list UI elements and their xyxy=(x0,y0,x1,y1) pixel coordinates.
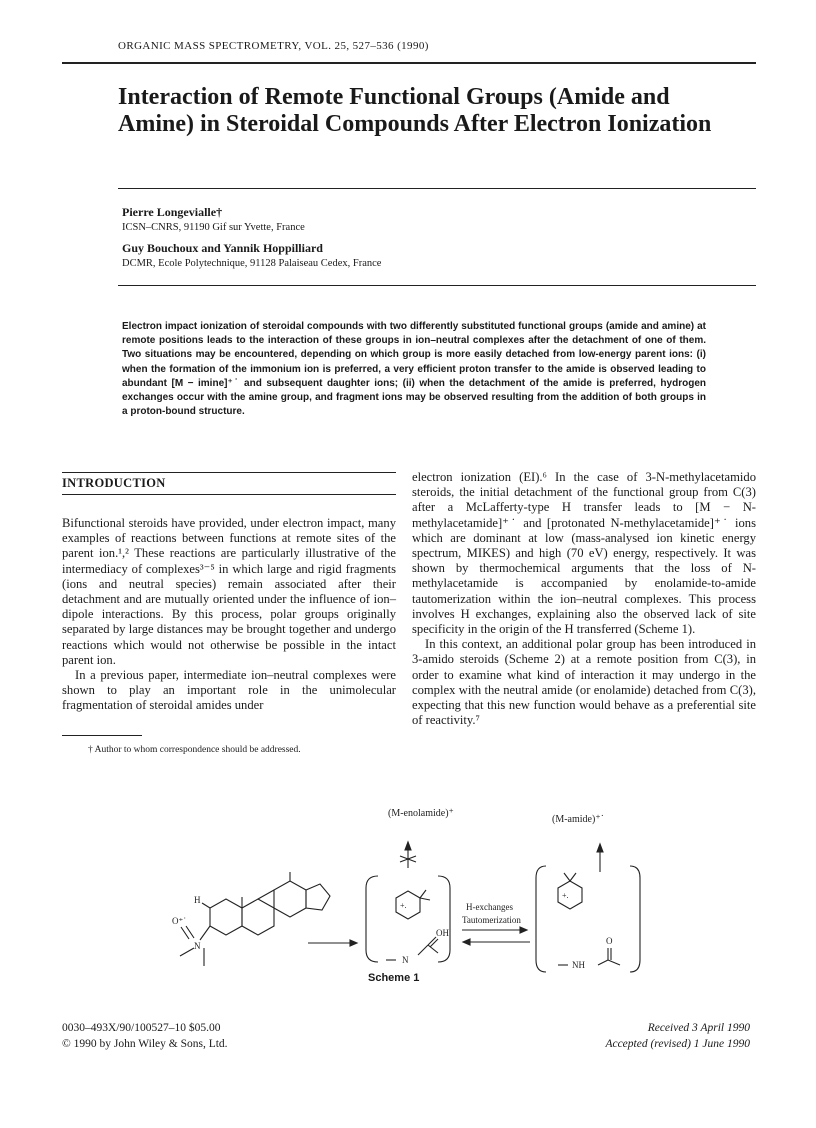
copyright-line: © 1990 by John Wiley & Sons, Ltd. xyxy=(62,1038,228,1050)
section-heading xyxy=(62,472,396,495)
author-affiliation: DCMR, Ecole Polytechnique, 91128 Palaiseau Cedex, France xyxy=(122,258,382,269)
author-affiliation: ICSN–CNRS, 91190 Gif sur Yvette, France xyxy=(122,222,305,233)
steroid-ring-c xyxy=(274,881,306,917)
title-rule xyxy=(118,188,756,189)
plus-radical-label: +. xyxy=(400,901,407,910)
arrow-text-tautomer: Tautomerization xyxy=(462,915,521,925)
scheme-label-m-amide: (M-amide)⁺˙ xyxy=(552,814,604,825)
steroid-ring-d xyxy=(306,884,330,910)
steroid-ring-a xyxy=(210,899,242,935)
scheme-label-m-enolamide: (M-enolamide)⁺ xyxy=(388,808,454,819)
footnote-rule xyxy=(62,735,142,736)
paragraph: electron ionization (EI).⁶ In the case of 3-N-methylacetamido steroids, the initial detachment of the functional group from C(3) after a McLafferty-type H transfer leads to [M − N-methylacetamide]⁺˙ and [protonated N-methylacetamide]⁺˙ ions which are dominant at low (mass-analysed ion kinetic energy spectrum, MIKES) and high (70 eV) energy, respectively. It was shown by thermochemical arguments that the loss of N-methylacetamide is accompanied by enolamide-to-amide tautomerization within the ion–neutral complexes. This process involves H exchanges, explaining also the observed lack of site specificity in the origin of the H transferred (Scheme 1). xyxy=(412,470,756,637)
atom-nh-label: NH xyxy=(572,960,585,970)
steroid-ring-b xyxy=(242,899,274,935)
paragraph: Bifunctional steroids have provided, under electron impact, many examples of reactions between functions at remote sites of the parent ion.¹,² These reactions are particularly illustrative of the intermediacy of complexes³⁻⁵ in which large and rigid fragments (ions and neutral species) remain associated after their detachment and are mutually oriented under the influence of ion–dipole interactions. By this process, polar groups originally separated by large distances may be brought together and undergo reactions which would not otherwise be possible in the intact parent ion. xyxy=(62,516,396,667)
atom-o-label: O xyxy=(606,936,613,946)
received-date: Received 3 April 1990 xyxy=(647,1022,750,1034)
journal-header: ORGANIC MASS SPECTROMETRY, VOL. 25, 527–536 (1990) xyxy=(118,40,429,52)
top-rule xyxy=(62,62,756,64)
author-rule xyxy=(118,285,756,286)
arrow-text-exchange: H-exchanges xyxy=(466,902,513,912)
atom-h-label: H xyxy=(194,895,201,905)
atom-oh-label: OH xyxy=(436,928,449,938)
footnote: † Author to whom correspondence should be addressed. xyxy=(88,745,301,755)
atom-o-label: O⁺˙ xyxy=(172,916,187,926)
accepted-date: Accepted (revised) 1 June 1990 xyxy=(605,1038,750,1050)
author-name: Guy Bouchoux and Yannik Hoppilliard xyxy=(122,241,323,255)
dates-block xyxy=(560,1020,750,1052)
atom-n-label: N xyxy=(194,941,201,951)
scheme-1-diagram xyxy=(160,800,680,975)
copyright-block xyxy=(62,1020,228,1052)
right-column xyxy=(412,470,756,728)
paragraph: In a previous paper, intermediate ion–neutral complexes were shown to play an important role in the unimolecular fragmentation of steroidal amides under xyxy=(62,668,396,713)
scheme-caption: Scheme 1 xyxy=(368,972,420,984)
section-heading-text: INTRODUCTION xyxy=(62,476,166,490)
atom-n-enol-label: N xyxy=(402,955,409,965)
paragraph: In this context, an additional polar group has been introduced in 3-amido steroids (Scheme 2) at a remote position from C(3), in order to examine what kind of interaction it may undergo in the complex with the neutral amide (or enolamide) detached from C(3), expecting that this new function would behave as a preferential site of reactivity.⁷ xyxy=(412,637,756,728)
article-title: Interaction of Remote Functional Groups (Amide and Amine) in Steroidal Compounds After Electron Ionization xyxy=(118,84,712,137)
author-name: Pierre Longevialle† xyxy=(122,205,223,219)
left-column xyxy=(62,516,396,714)
copyright-code: 0030–493X/90/100527–10 $05.00 xyxy=(62,1022,221,1034)
plus-radical-label: +. xyxy=(562,891,569,900)
abstract: Electron impact ionization of steroidal compounds with two differently substituted functional groups (amide and amine) at remote positions leads to the interaction of these groups in ion–neutral complexes after the detachment of one of them. Two situations may be encountered, depending on which group is more easily detached from low-energy parent ions: (i) when the formation of the immonium ion is preferred, a very efficient proton transfer to the amide is observed leading to abundant [M − imine]⁺˙ and subsequent daughter ions; (ii) when the detachment of the amide is preferred, hydrogen exchanges occur with the amine group, and fragment ions may be observed resulting from the addition of both groups in a proton-bound structure. xyxy=(122,321,706,418)
author-block xyxy=(122,205,381,277)
